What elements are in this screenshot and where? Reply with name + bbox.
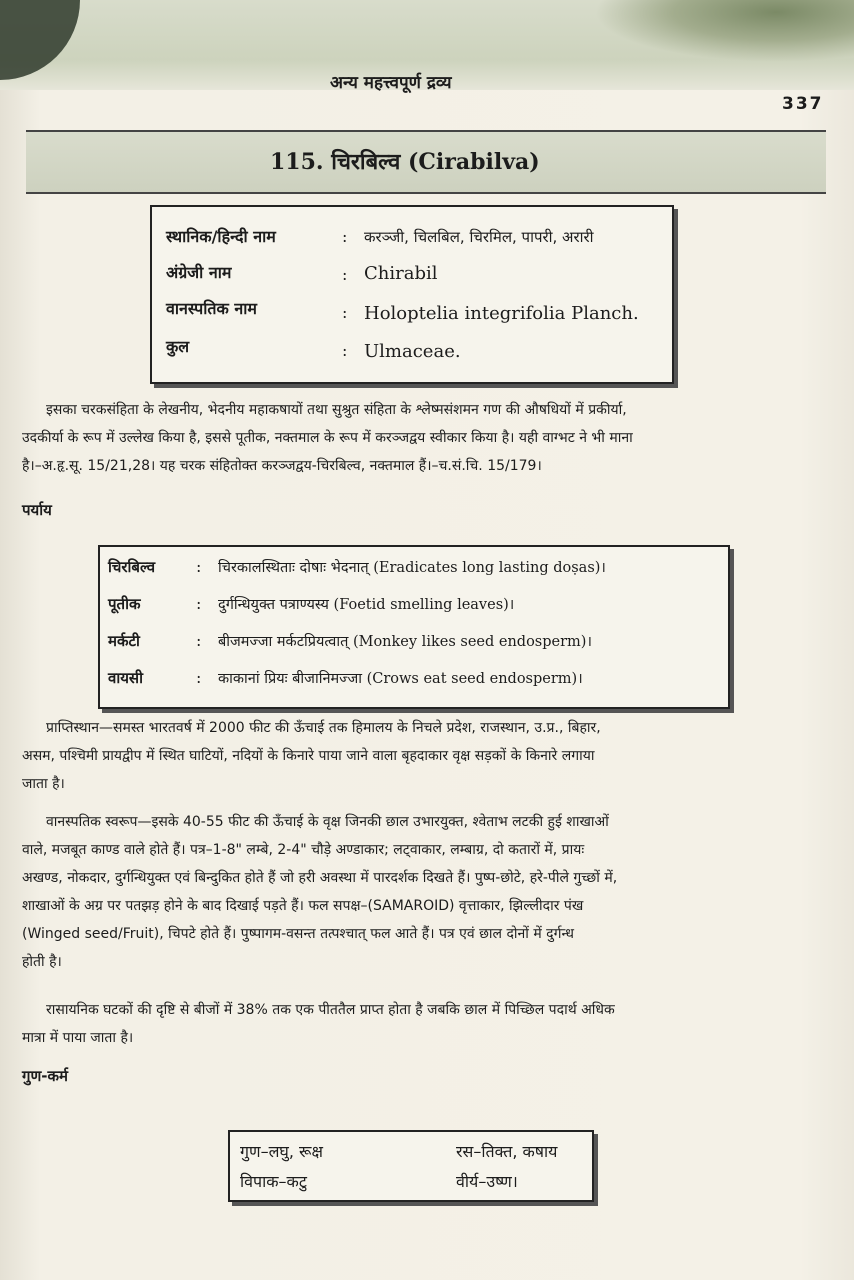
- names-value: करञ्जी, चिलबिल, चिरमिल, पापरी, अरारी: [364, 228, 594, 246]
- text-line: प्राप्तिस्थान—समस्त भारतवर्ष में 2000 फीट की ऊँचाई तक हिमालय के निचले प्रदेश, राजस्थान, उ.प्र., बिहार,: [46, 720, 601, 736]
- guna-text: गुण–लघु, रूक्ष: [240, 1142, 323, 1161]
- text-line: असम, पश्चिमी प्रायद्वीप में स्थित घाटियों, नदियों के किनारे पाया जाने वाला बृहदाकार वृक्ष सड़कों के किनारे लगाया: [22, 748, 595, 764]
- rasa-text: रस–तिक्त, कषाय: [456, 1142, 558, 1161]
- paryaya-heading: पर्याय: [22, 501, 52, 519]
- synonym-label: वायसी: [108, 669, 143, 687]
- text-line: (Winged seed/Fruit), चिपटे होते हैं। पुष्पागम-वसन्त तत्पश्चात् फल आते हैं। पत्र एवं छाल दोनों में दुर्गन्ध: [22, 926, 574, 942]
- names-row: [166, 225, 276, 247]
- separator: :: [196, 668, 202, 687]
- leaf-decoration: [594, 0, 854, 62]
- names-label: वानस्पतिक नाम: [166, 299, 257, 318]
- text-line: जाता है।: [22, 776, 65, 792]
- prapti-paragraph: [22, 714, 822, 798]
- names-row: [166, 261, 231, 283]
- text-line: होती है।: [22, 954, 62, 970]
- names-label: कुल: [166, 337, 190, 356]
- separator: :: [196, 631, 202, 650]
- rasayanik-paragraph: [22, 996, 822, 1052]
- names-label: स्थानिक/हिन्दी नाम: [166, 227, 276, 246]
- synonym-value: दुर्गन्धियुक्त पत्राण्यस्य (Foetid smelling leaves)।: [218, 597, 515, 613]
- separator: :: [342, 227, 348, 246]
- text-line: रासायनिक घटकों की दृष्टि से बीजों में 38% तक एक पीततैल प्राप्त होता है जबकि छाल में पिच्छिल पदार्थ अधिक: [46, 1002, 615, 1018]
- synonym-label: मर्कटी: [108, 632, 140, 650]
- names-value: Chirabil: [364, 263, 438, 284]
- running-head: अन्य महत्त्वपूर्ण द्रव्य: [330, 73, 452, 93]
- names-box: [150, 205, 674, 384]
- synonym-value: काकानां प्रियः बीजानिमज्जा (Crows eat seed endosperm)।: [218, 671, 583, 687]
- text-line: वाले, मजबूत काण्ड वाले होते हैं। पत्र–1-8" लम्बे, 2-4" चौड़े अण्डाकार; लट्वाकार, लम्बाग्र, दो कतारों में, प्रायः: [22, 842, 585, 858]
- separator: :: [196, 557, 202, 576]
- text-line: इसका चरकसंहिता के लेखनीय, भेदनीय महाकषायों तथा सुश्रुत संहिता के श्लेष्मसंशमन गण की औषधियों में प्रकीर्या,: [46, 402, 627, 418]
- separator: :: [342, 303, 348, 322]
- swaroop-paragraph: [22, 808, 822, 976]
- page-title: 115. चिरबिल्व (Cirabilva): [270, 149, 540, 175]
- synonym-value: बीजमज्जा मर्कटप्रियत्वात् (Monkey likes seed endosperm)।: [218, 634, 592, 650]
- synonym-label: पूतीक: [108, 595, 141, 613]
- synonym-label: चिरबिल्व: [108, 558, 156, 576]
- separator: :: [342, 265, 348, 284]
- page-number: 337: [782, 94, 824, 114]
- names-row: [166, 297, 257, 319]
- vipaka-text: विपाक–कटु: [240, 1172, 307, 1191]
- names-value: Holoptelia integrifolia Planch.: [364, 303, 639, 324]
- text-line: शाखाओं के अग्र पर पतझड़ होने के बाद दिखाई पड़ते हैं। फल सपक्ष–(SAMAROID) वृत्ताकार, झिल्लीदार पंख: [22, 898, 584, 914]
- names-value: Ulmaceae.: [364, 341, 461, 362]
- text-line: है।–अ.हृ.सू. 15/21,28। यह चरक संहितोक्त करञ्जद्वय-चिरबिल्व, नक्तमाल हैं।–च.सं.चि. 15/179।: [22, 458, 542, 474]
- intro-paragraph: [22, 396, 822, 480]
- virya-text: वीर्य–उष्ण।: [456, 1172, 518, 1191]
- text-line: मात्रा में पाया जाता है।: [22, 1030, 134, 1046]
- names-row: [166, 335, 189, 357]
- separator: :: [196, 594, 202, 613]
- gunakarma-box: [228, 1130, 594, 1202]
- names-label: अंग्रेजी नाम: [166, 263, 232, 282]
- synonyms-box: [98, 545, 730, 709]
- text-line: वानस्पतिक स्वरूप—इसके 40-55 फीट की ऊँचाई के वृक्ष जिनकी छाल उभारयुक्त, श्वेताभ लटकी हुई शाखाओं: [46, 814, 609, 830]
- synonym-value: चिरकालस्थिताः दोषाः भेदनात् (Eradicates long lasting doṣas)।: [218, 560, 606, 576]
- gunakarma-heading: गुण-कर्म: [22, 1067, 69, 1085]
- text-line: उदकीर्या के रूप में उल्लेख किया है, इससे पूतीक, नक्तमाल के रूप में करञ्जद्वय स्वीकार किया है। यही वाग्भट ने भी माना: [22, 430, 633, 446]
- separator: :: [342, 341, 348, 360]
- text-line: अखण्ड, नोकदार, दुर्गन्धियुक्त एवं बिन्दुकित होते हैं जो हरी अवस्था में पारदर्शक दिखते हैं। पुष्प-छोटे, हरे-पीले गुच्छों में,: [22, 870, 618, 886]
